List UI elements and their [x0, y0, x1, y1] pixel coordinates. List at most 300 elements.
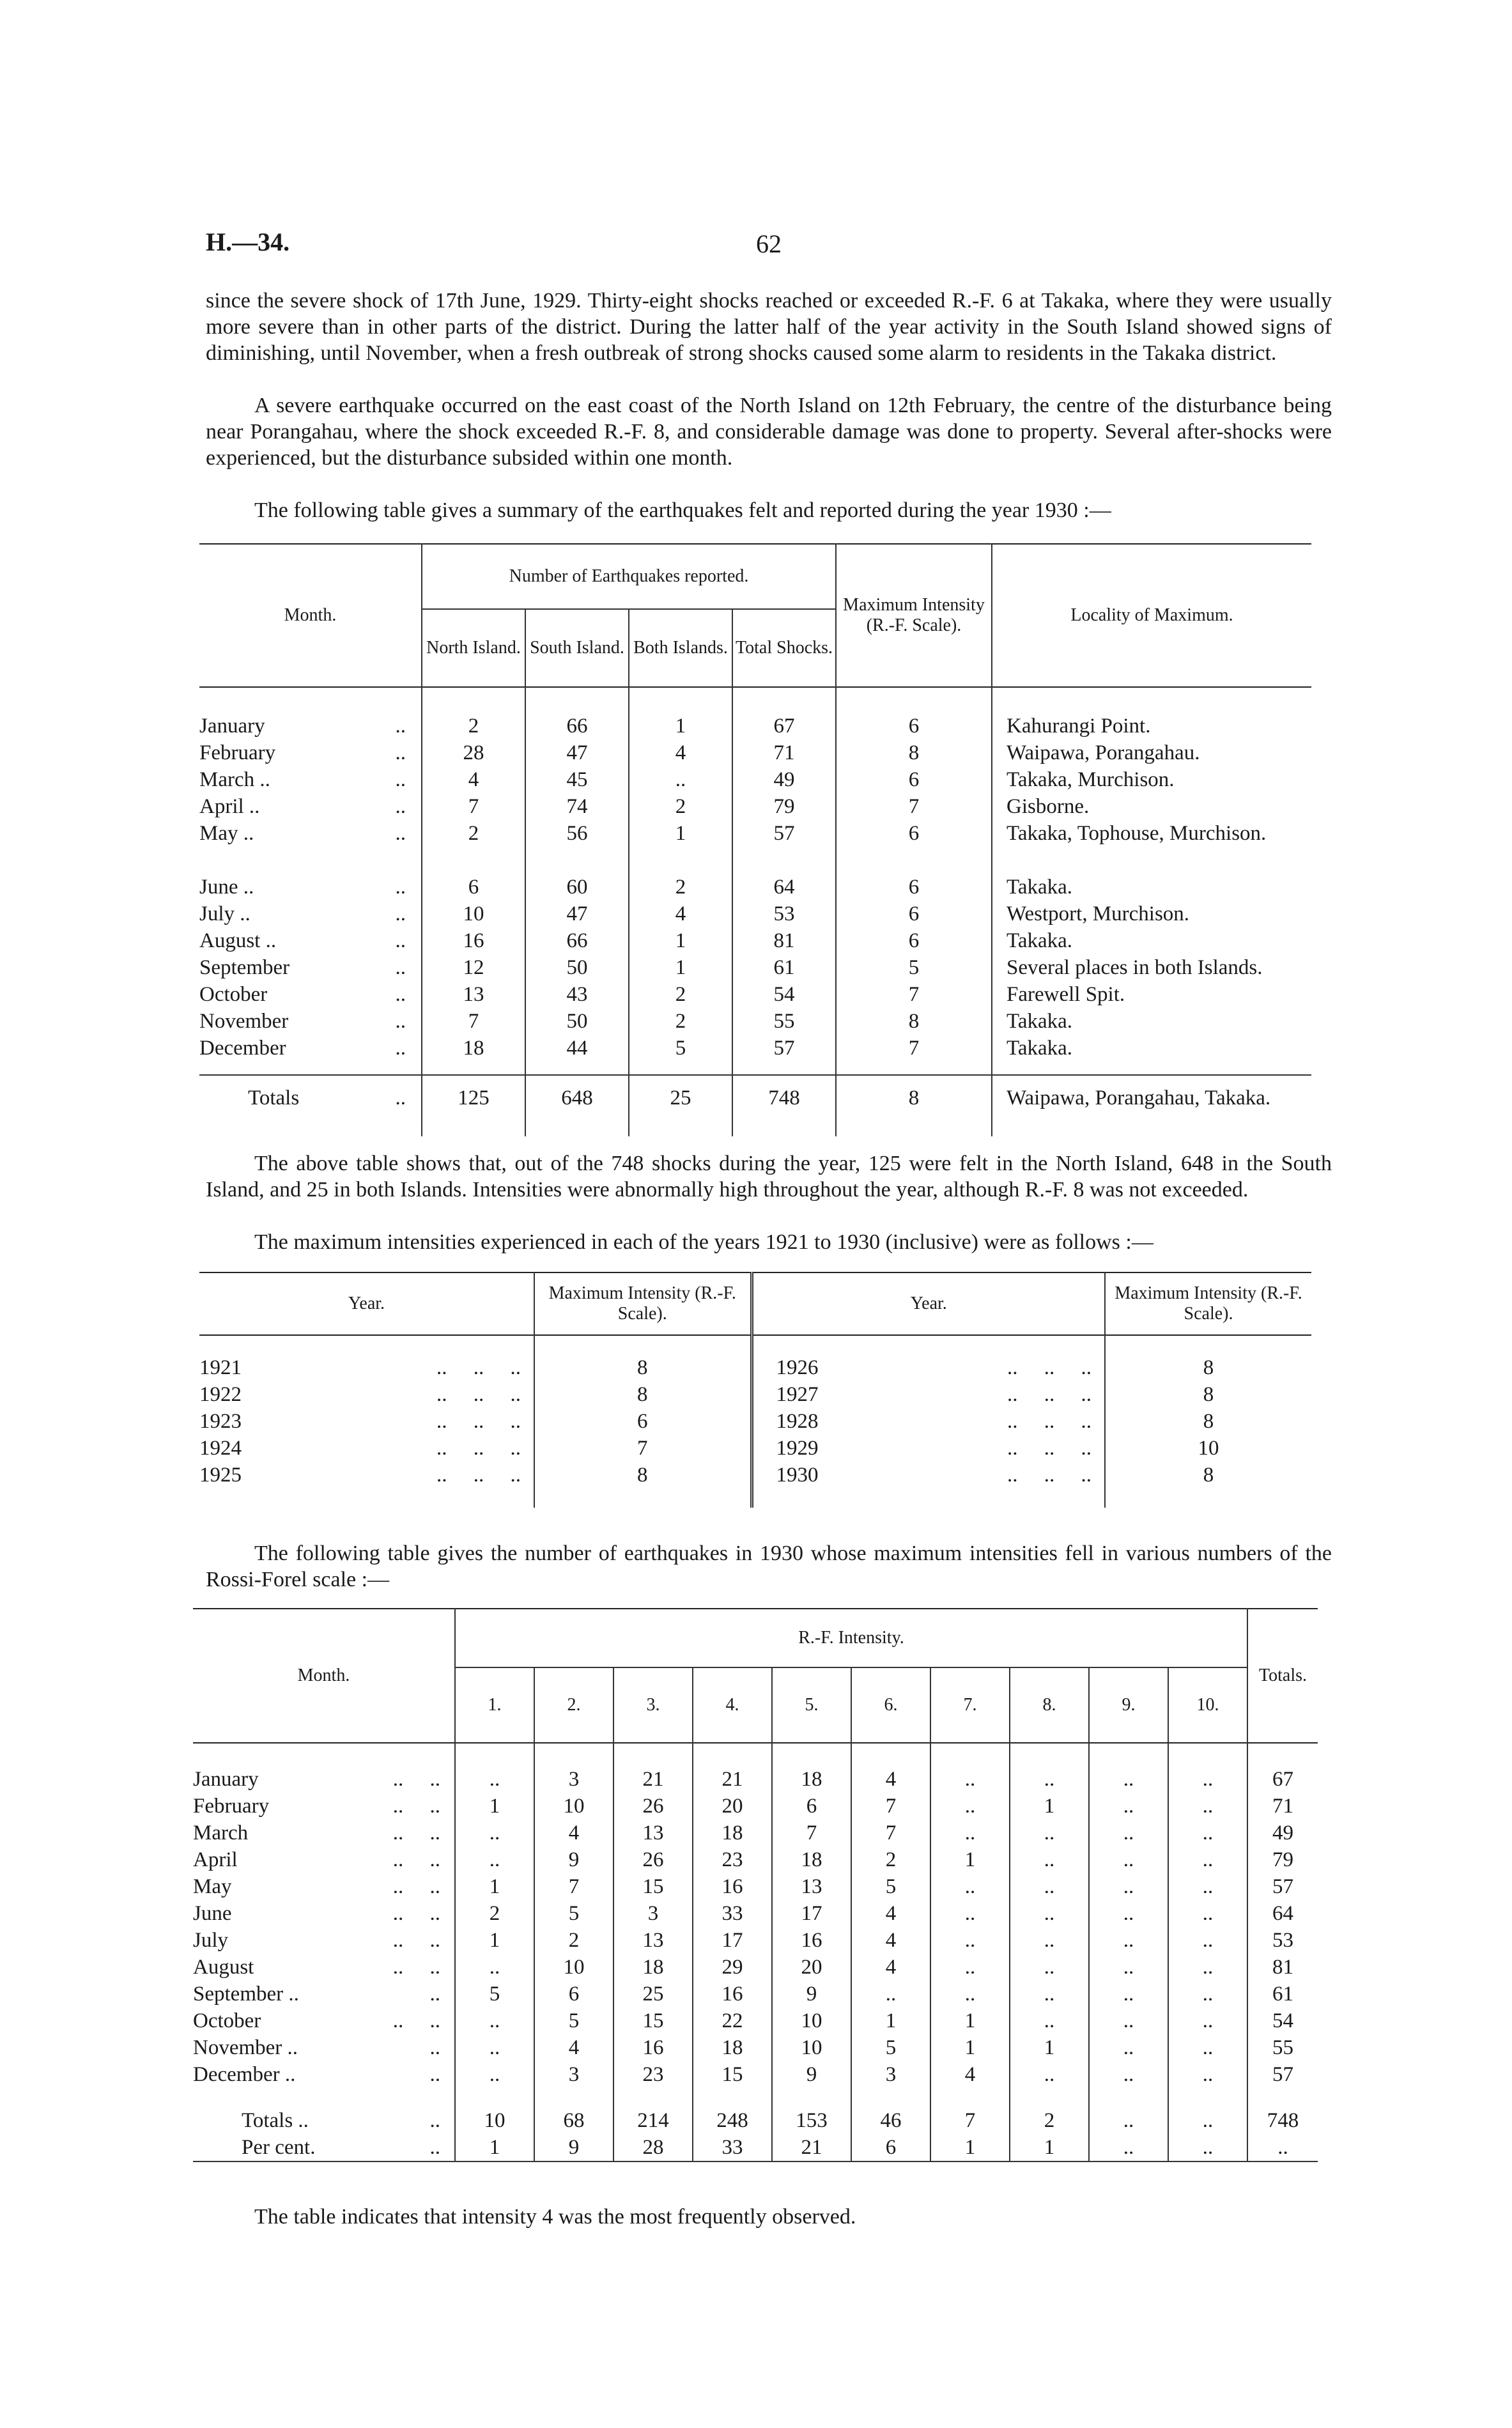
leader-dots: ..	[395, 768, 406, 791]
intensity-count: 214	[613, 2107, 693, 2134]
leader-dots: .. .. ..	[436, 1383, 521, 1406]
intensity-count: ..	[1168, 2107, 1247, 2134]
intensity-count: ..	[1010, 1766, 1089, 1793]
max-intensity: 7	[836, 1035, 992, 1062]
row-total: 79	[1272, 1848, 1293, 1871]
month-row	[193, 1954, 1318, 1981]
header-intensity-8: 8.	[1010, 1667, 1089, 1743]
intensity-count: 18	[693, 1820, 772, 1846]
max-intensity: 10	[1198, 1437, 1219, 1460]
leader-dots: ..	[429, 2109, 440, 2132]
both-islands-count: 25	[629, 1075, 732, 1136]
intensity-count: 26	[613, 1793, 693, 1820]
month-name: September	[199, 956, 290, 979]
year: 1923	[199, 1410, 242, 1433]
total-shocks: 57	[732, 820, 836, 874]
header-rf-intensity: R.-F. Intensity.	[455, 1609, 1247, 1667]
totals-label: Totals	[248, 1086, 300, 1110]
month-row	[193, 1900, 1318, 1927]
intensity-count: ..	[1089, 1846, 1168, 1873]
header-number-reported: Number of Earthquakes reported.	[422, 544, 836, 609]
intensity-count: 9	[534, 2134, 613, 2161]
intensity-count: ..	[1089, 1873, 1168, 1900]
intensity-count: 248	[693, 2107, 772, 2134]
intensity-count: 3	[534, 1766, 613, 1793]
leader-dots: ..	[395, 929, 406, 952]
month-name: February	[199, 741, 276, 764]
total-shocks: 54	[732, 981, 836, 1008]
intensity-count: 4	[851, 1766, 930, 1793]
intensity-count: 7	[534, 1873, 613, 1900]
leader-dots: .. .. ..	[1007, 1356, 1092, 1379]
intensity-count: 1	[930, 2007, 1010, 2034]
leader-dots: ..	[395, 1037, 406, 1060]
north-island-count: 18	[422, 1035, 525, 1062]
leader-dots: .. .. ..	[436, 1437, 521, 1460]
intensity-count: ..	[455, 1766, 534, 1793]
both-islands-count: 1	[629, 713, 732, 739]
header-totals: Totals.	[1258, 1666, 1308, 1685]
south-island-count: 74	[525, 793, 629, 820]
north-island-count: 6	[422, 874, 525, 901]
leader-dots: .. ..	[392, 1848, 440, 1871]
intensity-count: 6	[772, 1793, 851, 1820]
intensity-count: ..	[1010, 1820, 1089, 1846]
intensity-count: 10	[455, 2107, 534, 2134]
intensity-count: ..	[1168, 2007, 1247, 2034]
intensity-count: ..	[1168, 2061, 1247, 2088]
paragraph-6: The following table gives the number of earthquakes in 1930 whose maximum intensities fell in various numbers of the Rossi-Forel scale :—	[206, 1542, 1332, 1591]
month-name: October	[193, 2009, 261, 2032]
year-row	[199, 1435, 1311, 1462]
total-shocks: 61	[732, 954, 836, 981]
intensity-count: 15	[693, 2061, 772, 2088]
leader-dots: .. .. ..	[1007, 1383, 1092, 1406]
intensity-count: 46	[851, 2107, 930, 2134]
both-islands-count: 4	[629, 739, 732, 766]
intensity-count: ..	[1010, 1981, 1089, 2007]
south-island-count: 56	[525, 820, 629, 874]
north-island-count: 2	[422, 820, 525, 874]
max-intensity: 6	[836, 874, 992, 901]
intensity-count: 10	[534, 1954, 613, 1981]
leader-dots: ..	[395, 715, 406, 738]
totals-row	[193, 2107, 1318, 2134]
intensity-count: ..	[1089, 1927, 1168, 1954]
intensity-count: 18	[772, 1846, 851, 1873]
total-shocks: 79	[732, 793, 836, 820]
intensity-count: 17	[772, 1900, 851, 1927]
month-row	[199, 874, 1311, 901]
header-max-right: Maximum Intensity (R.-F. Scale).	[1115, 1283, 1302, 1324]
year-row	[199, 1381, 1311, 1408]
intensity-count: ..	[930, 1954, 1010, 1981]
month-row	[193, 1927, 1318, 1954]
row-total: 67	[1272, 1768, 1293, 1791]
year-row	[199, 1354, 1311, 1381]
earthquake-summary-table	[199, 543, 1311, 1136]
both-islands-count: 1	[629, 927, 732, 954]
intensity-count: 20	[693, 1793, 772, 1820]
month-row	[193, 1981, 1318, 2007]
paragraph-2: A severe earthquake occurred on the east coast of the North Island on 12th February, the centre of the disturbance being near Porangahau, where the shock exceeded R.-F. 8, and considerable damage was done to property. Several after-shocks were experienced, but the disturbance subsided within one month.	[206, 394, 1332, 470]
month-row	[199, 739, 1311, 766]
row-total: 71	[1272, 1795, 1293, 1818]
intensity-count: 13	[613, 1927, 693, 1954]
year: 1930	[776, 1464, 819, 1487]
intensity-count: 2	[1010, 2107, 1089, 2134]
north-island-count: 2	[422, 713, 525, 739]
both-islands-count: 1	[629, 954, 732, 981]
paragraph-3: The following table gives a summary of the earthquakes felt and reported during the year 1930 :—	[254, 499, 1111, 522]
month-name: March ..	[199, 768, 270, 791]
locality: Gisborne.	[1007, 795, 1090, 818]
intensity-count: ..	[1089, 2107, 1168, 2134]
intensity-count: 153	[772, 2107, 851, 2134]
header-intensity-5: 5.	[772, 1667, 851, 1743]
month-name: October	[199, 983, 268, 1006]
intensity-count: ..	[930, 1820, 1010, 1846]
max-intensity: 6	[836, 901, 992, 927]
intensity-count: 13	[772, 1873, 851, 1900]
header-year-left: Year.	[199, 1272, 534, 1335]
intensity-count: 20	[772, 1954, 851, 1981]
intensity-count: ..	[1010, 1846, 1089, 1873]
max-intensity: 8	[1203, 1410, 1214, 1433]
intensity-count: 16	[693, 1873, 772, 1900]
total-shocks: 71	[732, 739, 836, 766]
intensity-count: ..	[930, 1927, 1010, 1954]
leader-dots: .. .. ..	[1007, 1464, 1092, 1487]
intensity-count: 22	[693, 2007, 772, 2034]
intensity-count: ..	[930, 1766, 1010, 1793]
south-island-count: 45	[525, 766, 629, 793]
leader-dots: .. ..	[392, 1795, 440, 1818]
year-row	[199, 1408, 1311, 1435]
year: 1929	[776, 1437, 819, 1460]
intensity-count: ..	[455, 2061, 534, 2088]
locality: Several places in both Islands.	[1007, 956, 1263, 979]
both-islands-count: 2	[629, 874, 732, 901]
total-shocks: 49	[732, 766, 836, 793]
intensity-count: 23	[693, 1846, 772, 1873]
south-island-count: 60	[525, 874, 629, 901]
intensity-count: 1	[455, 1927, 534, 1954]
intensity-count: ..	[1089, 1981, 1168, 2007]
intensity-count: 7	[772, 1820, 851, 1846]
leader-dots: ..	[395, 822, 406, 845]
north-island-count: 10	[422, 901, 525, 927]
leader-dots: ..	[395, 1086, 406, 1110]
intensity-count: 16	[772, 1927, 851, 1954]
paragraph-5: The maximum intensities experienced in each of the years 1921 to 1930 (inclusive) were as follows :—	[254, 1230, 1153, 1254]
month-name: June	[193, 1902, 232, 1925]
header-intensity-9: 9.	[1089, 1667, 1168, 1743]
month-name: March	[193, 1821, 249, 1844]
intensity-count: ..	[851, 1981, 930, 2007]
header-intensity-10: 10.	[1168, 1667, 1247, 1743]
header-month: Month.	[199, 544, 422, 687]
yearly-max-intensity-table	[199, 1272, 1311, 1508]
intensity-count: ..	[455, 1846, 534, 1873]
max-intensity: 8	[836, 1075, 992, 1136]
leader-dots: .. .. ..	[1007, 1437, 1092, 1460]
intensity-count: 33	[693, 1900, 772, 1927]
month-row	[199, 766, 1311, 793]
south-island-count: 50	[525, 954, 629, 981]
intensity-count: ..	[1089, 1820, 1168, 1846]
leader-dots: ..	[429, 2063, 440, 2086]
intensity-count: 9	[772, 1981, 851, 2007]
month-row	[199, 820, 1311, 874]
intensity-count: ..	[455, 2034, 534, 2061]
month-name: January	[193, 1768, 259, 1791]
max-intensity: 8	[1203, 1464, 1214, 1487]
year: 1924	[199, 1437, 242, 1460]
locality: Westport, Murchison.	[1007, 902, 1190, 925]
intensity-count: 1	[1010, 2034, 1089, 2061]
north-island-count: 7	[422, 1008, 525, 1035]
intensity-count: 2	[534, 1927, 613, 1954]
yearly-table-body	[199, 1335, 1311, 1508]
intensity-count: ..	[1168, 1981, 1247, 2007]
locality: Takaka.	[1007, 1010, 1073, 1033]
summary-table-body	[199, 687, 1311, 1136]
month-name: April ..	[199, 795, 260, 818]
locality: Takaka.	[1007, 876, 1073, 899]
intensity-count: 1	[851, 2007, 930, 2034]
intensity-count: 4	[851, 1954, 930, 1981]
total-shocks: 64	[732, 874, 836, 901]
row-total: 81	[1272, 1956, 1293, 1979]
month-row	[199, 1008, 1311, 1035]
intensity-count: 4	[534, 2034, 613, 2061]
both-islands-count: 4	[629, 901, 732, 927]
header-both-islands: Both Islands.	[629, 609, 732, 687]
intensity-count: ..	[1168, 2034, 1247, 2061]
locality: Waipawa, Porangahau.	[1007, 741, 1200, 764]
south-island-count: 43	[525, 981, 629, 1008]
intensity-count: 5	[534, 2007, 613, 2034]
intensity-count: 5	[534, 1900, 613, 1927]
leader-dots: ..	[395, 876, 406, 899]
header-north-island: North Island.	[422, 609, 525, 687]
intensity-count: ..	[1010, 2061, 1089, 2088]
header-intensity-4: 4.	[693, 1667, 772, 1743]
intensity-count: ..	[1168, 1873, 1247, 1900]
leader-dots: .. ..	[392, 1768, 440, 1791]
leader-dots: ..	[429, 1983, 440, 2006]
row-total: 57	[1272, 2063, 1293, 2086]
both-islands-count: 5	[629, 1035, 732, 1062]
leader-dots: .. ..	[392, 2009, 440, 2032]
both-islands-count: 2	[629, 793, 732, 820]
header-locality: Locality of Maximum.	[1070, 605, 1233, 625]
intensity-count: ..	[1010, 1954, 1089, 1981]
month-row	[193, 2034, 1318, 2061]
max-intensity: 8	[534, 1462, 752, 1489]
intensity-count: 21	[772, 2134, 851, 2161]
max-intensity: 8	[534, 1381, 752, 1408]
intensity-count: 15	[613, 1873, 693, 1900]
row-total: 55	[1272, 2036, 1293, 2059]
month-name: Per cent.	[242, 2136, 316, 2159]
month-row	[199, 954, 1311, 981]
intensity-count: ..	[1089, 1766, 1168, 1793]
spacer-row	[199, 1062, 1311, 1075]
intensity-count: 68	[534, 2107, 613, 2134]
total-shocks: 55	[732, 1008, 836, 1035]
total-shocks: 57	[732, 1035, 836, 1062]
intensity-count: 15	[613, 2007, 693, 2034]
month-name: November ..	[193, 2036, 298, 2059]
intensity-count: 2	[455, 1900, 534, 1927]
intensity-count: ..	[1168, 1846, 1247, 1873]
row-total: 64	[1272, 1902, 1293, 1925]
month-row	[199, 927, 1311, 954]
leader-dots: .. ..	[392, 1956, 440, 1979]
locality: Takaka.	[1007, 929, 1073, 952]
max-intensity: 8	[534, 1354, 752, 1381]
north-island-count: 12	[422, 954, 525, 981]
intensity-count: 23	[613, 2061, 693, 2088]
leader-dots: ..	[395, 741, 406, 764]
total-shocks: 81	[732, 927, 836, 954]
leader-dots: ..	[429, 2036, 440, 2059]
intensity-count: ..	[930, 1900, 1010, 1927]
both-islands-count: ..	[629, 766, 732, 793]
south-island-count: 44	[525, 1035, 629, 1062]
north-island-count: 7	[422, 793, 525, 820]
intensity-count: 28	[613, 2134, 693, 2161]
intensity-count: ..	[1089, 2061, 1168, 2088]
intensity-count: 1	[930, 1846, 1010, 1873]
max-intensity: 6	[836, 766, 992, 793]
south-island-count: 648	[525, 1075, 629, 1136]
year: 1922	[199, 1383, 242, 1406]
document-reference: H.—34.	[206, 228, 290, 256]
leader-dots: .. .. ..	[1007, 1410, 1092, 1433]
locality: Kahurangi Point.	[1007, 715, 1151, 738]
percent-row	[193, 2134, 1318, 2161]
intensity-count: ..	[1089, 1900, 1168, 1927]
intensity-count: ..	[1010, 1873, 1089, 1900]
intensity-count: ..	[1089, 2134, 1168, 2161]
north-island-count: 13	[422, 981, 525, 1008]
intensity-count: ..	[1010, 1927, 1089, 1954]
month-name: July ..	[199, 902, 251, 925]
month-row	[199, 1035, 1311, 1062]
header-intensity-2: 2.	[534, 1667, 613, 1743]
intensity-count: 2	[851, 1846, 930, 1873]
leader-dots: .. ..	[392, 1875, 440, 1898]
intensity-count: ..	[1089, 1793, 1168, 1820]
intensity-count: 33	[693, 2134, 772, 2161]
intensity-count: 9	[772, 2061, 851, 2088]
paragraph-1: since the severe shock of 17th June, 1929. Thirty-eight shocks reached or exceeded R.-F. 6 at Takaka, where they were usually more severe than in other parts of the district. During the latter half of the year activity in the South Island showed signs of diminishing, until November, when a fresh outbreak of strong shocks caused some alarm to residents in the Takaka district.	[206, 289, 1332, 365]
year: 1927	[776, 1383, 819, 1406]
max-intensity: 7	[836, 981, 992, 1008]
header-intensity-6: 6.	[851, 1667, 930, 1743]
month-name: June ..	[199, 876, 254, 899]
intensity-count: 6	[534, 1981, 613, 2007]
max-intensity: 5	[836, 954, 992, 981]
leader-dots: .. ..	[392, 1929, 440, 1952]
header-total-shocks: Total Shocks.	[732, 609, 836, 687]
year: 1921	[199, 1356, 242, 1379]
month-row	[193, 1873, 1318, 1900]
month-row	[199, 901, 1311, 927]
intensity-count: 7	[930, 2107, 1010, 2134]
rf-intensity-table	[193, 1608, 1318, 2172]
month-name: February	[193, 1795, 270, 1818]
intensity-count: 18	[613, 1954, 693, 1981]
month-name: Totals ..	[242, 2109, 309, 2132]
intensity-count: ..	[1168, 1820, 1247, 1846]
both-islands-count: 2	[629, 981, 732, 1008]
row-total: 49	[1272, 1821, 1293, 1844]
intensity-count: ..	[455, 1820, 534, 1846]
intensity-count: 16	[613, 2034, 693, 2061]
intensity-count: 17	[693, 1927, 772, 1954]
north-island-count: 28	[422, 739, 525, 766]
row-total: 54	[1272, 2009, 1293, 2032]
header-intensity-3: 3.	[613, 1667, 693, 1743]
month-name: May	[193, 1875, 232, 1898]
year: 1925	[199, 1464, 242, 1487]
intensity-count: 7	[851, 1820, 930, 1846]
month-row	[199, 713, 1311, 739]
intensity-count: ..	[1168, 1954, 1247, 1981]
intensity-count: ..	[1089, 2034, 1168, 2061]
max-intensity: 6	[534, 1408, 752, 1435]
intensity-count: 6	[851, 2134, 930, 2161]
month-name: December ..	[193, 2063, 296, 2086]
totals-row	[199, 1075, 1311, 1136]
intensity-count: 9	[534, 1846, 613, 1873]
total-shocks: 53	[732, 901, 836, 927]
intensity-count: 7	[851, 1793, 930, 1820]
intensity-count: 1	[455, 2134, 534, 2161]
intensity-count: 21	[693, 1766, 772, 1793]
intensity-count: 16	[693, 1981, 772, 2007]
intensity-count: ..	[1168, 2134, 1247, 2161]
paragraph-4: The above table shows that, out of the 748 shocks during the year, 125 were felt in the North Island, 648 in the South Island, and 25 in both Islands. Intensities were abnormally high throughout the year, although R.-F. 8 was not exceeded.	[206, 1152, 1332, 1202]
intensity-count: 4	[534, 1820, 613, 1846]
intensity-count: 1	[455, 1873, 534, 1900]
intensity-count: 18	[772, 1766, 851, 1793]
intensity-count: ..	[1168, 1900, 1247, 1927]
row-total: 61	[1272, 1983, 1293, 2006]
intensity-count: ..	[1010, 2007, 1089, 2034]
intensity-count: 21	[613, 1766, 693, 1793]
locality: Takaka, Murchison.	[1007, 768, 1175, 791]
header-intensity-1: 1.	[455, 1667, 534, 1743]
leader-dots: ..	[395, 1010, 406, 1033]
month-name: November	[199, 1010, 289, 1033]
intensity-count: 5	[851, 1873, 930, 1900]
month-name: December	[199, 1037, 286, 1060]
max-intensity: 6	[836, 820, 992, 874]
intensity-count: 1	[930, 2034, 1010, 2061]
intensity-count: 4	[930, 2061, 1010, 2088]
intensity-count: 13	[613, 1820, 693, 1846]
intensity-count: 3	[534, 2061, 613, 2088]
south-island-count: 66	[525, 927, 629, 954]
total-shocks: 748	[732, 1075, 836, 1136]
leader-dots: .. ..	[392, 1902, 440, 1925]
month-row	[193, 1793, 1318, 1820]
